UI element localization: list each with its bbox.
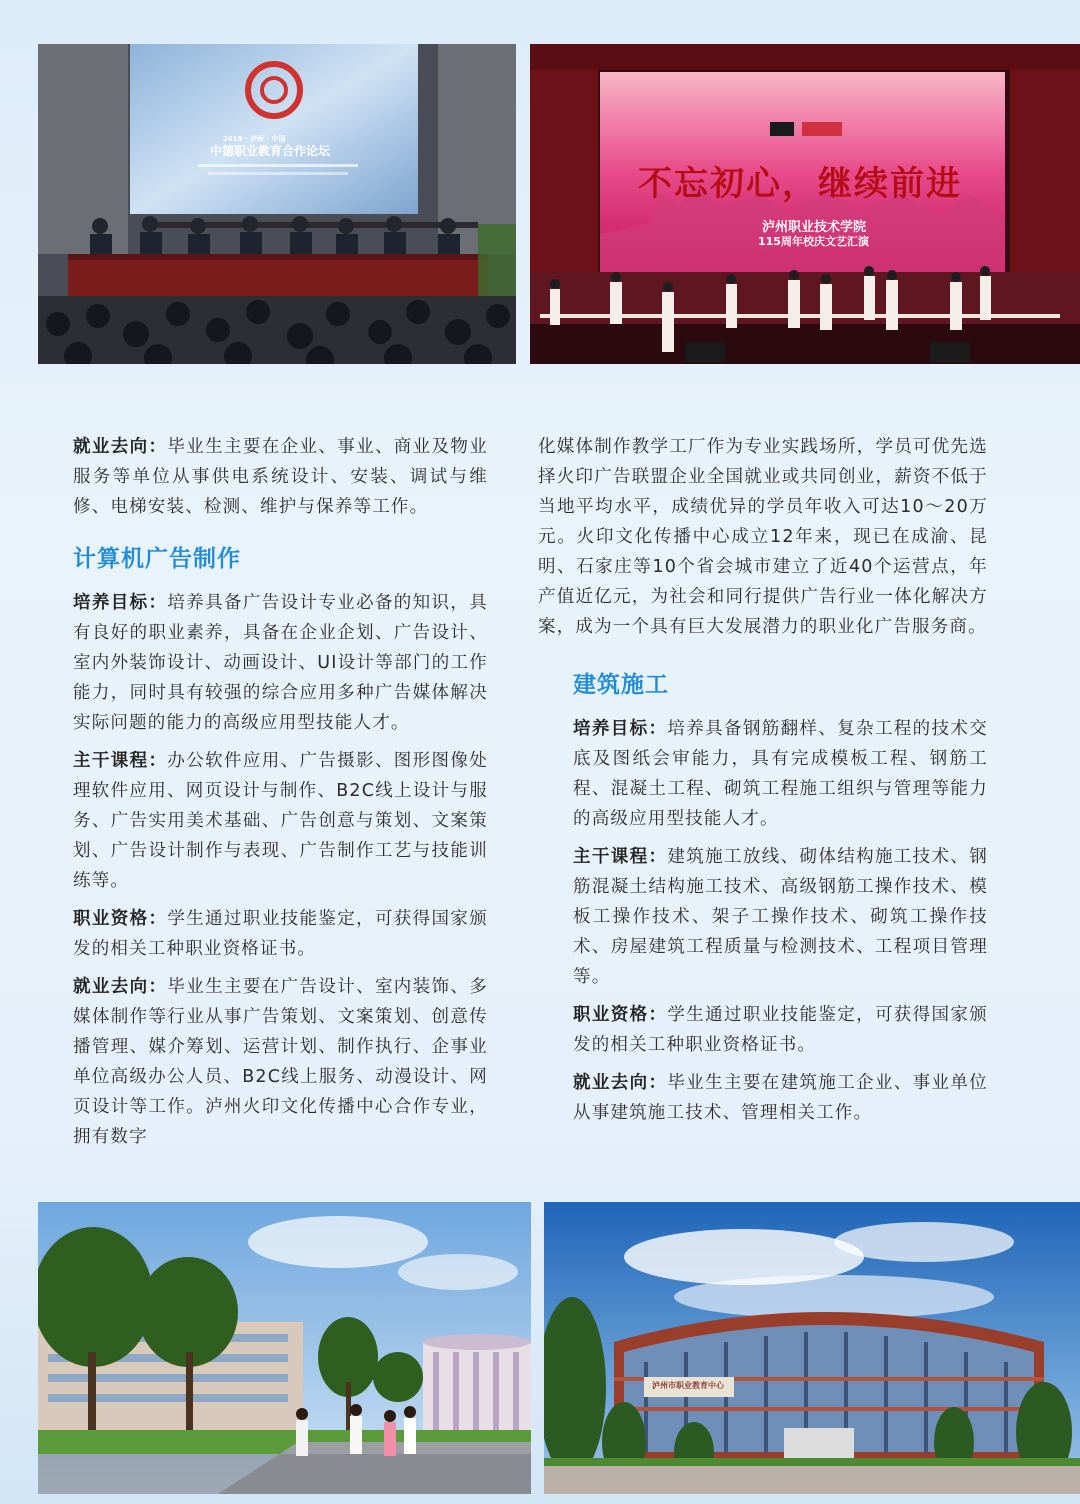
label-training-goal: 培养目标：	[73, 593, 168, 613]
banner-slogan: 不忘初心，继续前进	[638, 164, 962, 204]
photo-stage-performance	[530, 44, 1080, 364]
paragraph-employment-1	[38, 432, 488, 522]
right-column	[538, 432, 988, 1136]
label-employment-2: 就业去向：	[73, 977, 168, 997]
paragraph-continuation	[538, 432, 988, 642]
banner-college: 泸州职业技术学院	[762, 220, 867, 235]
paragraph-qualification	[38, 904, 488, 964]
heading-construction: 建筑施工	[573, 672, 669, 698]
banner-event: 115周年校庆文艺汇演	[758, 235, 869, 248]
paragraph-main-courses-r	[538, 842, 988, 992]
text-employment: 毕业生主要在企业、事业、商业及物业服务等单位从事供电系统设计、安装、调试与维修、电梯安装、检测、维护与保养等工作。	[73, 437, 488, 517]
building-illustration	[544, 1202, 1080, 1494]
conference-illustration	[38, 44, 516, 364]
text-employment-2: 毕业生主要在广告设计、室内装饰、多媒体制作等行业从事广告策划、文案策划、创意传播管理、媒介筹划、运营计划、制作执行、企事业单位高级办公人员、B2C线上服务、动漫设计、网页设计等工作。泸州火印文化传播中心合作专业，拥有数字	[73, 977, 488, 1147]
text-qualification-r: 学生通过职业技能鉴定，可获得国家颁发的相关工种职业资格证书。	[573, 1005, 988, 1055]
screen-caption-line: 2019 · 泸州 · 中国	[223, 135, 286, 143]
photo-conference	[38, 44, 516, 364]
label-qualification: 职业资格：	[73, 909, 168, 929]
text-continuation: 化媒体制作教学工厂作为专业实践场所，学员可优先选择火印广告联盟企业全国就业或共同创业，薪资不低于当地平均水平，成绩优异的学员年收入可达10～20万元。火印文化传播中心成立12年来，现已在成渝、昆明、石家庄等10个省会城市建立了近40个运营点，年产值近亿元，为社会和同行提供广告行业一体化解决方案，成为一个具有巨大发展潜力的职业化广告服务商。	[538, 437, 988, 637]
label-employment: 就业去向：	[73, 437, 168, 457]
photo-campus-walkway	[38, 1202, 531, 1494]
text-training-goal-r: 培养具备钢筋翻样、复杂工程的技术交底及图纸会审能力，具有完成模板工程、钢筋工程、混凝土工程、砌筑工程施工组织与管理等能力的高级应用型技能人才。	[573, 719, 988, 829]
paragraph-main-courses	[38, 746, 488, 896]
photo-education-center	[544, 1202, 1080, 1494]
heading-computer-ad: 计算机广告制作	[73, 546, 241, 572]
left-column	[38, 432, 488, 1160]
paragraph-employment-2	[38, 972, 488, 1152]
label-main-courses: 主干课程：	[73, 751, 168, 771]
paragraph-training-goal	[38, 588, 488, 738]
text-main-courses: 办公软件应用、广告摄影、图形图像处理软件应用、网页设计与制作、B2C线上设计与服务、广告实用美术基础、广告创意与策划、文案策划、广告设计制作与表现、广告制作工艺与技能训练等。	[73, 751, 488, 891]
building-sign: 泸州市职业教育中心	[652, 1381, 724, 1390]
text-qualification: 学生通过职业技能鉴定，可获得国家颁发的相关工种职业资格证书。	[73, 909, 488, 959]
paragraph-training-goal-r	[538, 714, 988, 834]
campus-illustration	[38, 1202, 531, 1494]
paragraph-qualification-r	[538, 1000, 988, 1060]
label-employment-r: 就业去向：	[573, 1073, 668, 1093]
text-employment-r: 毕业生主要在建筑施工企业、事业单位从事建筑施工技术、管理相关工作。	[573, 1073, 988, 1123]
label-training-goal-r: 培养目标：	[573, 719, 668, 739]
screen-caption-title: 中德职业教育合作论坛	[210, 144, 331, 158]
label-main-courses-r: 主干课程：	[573, 847, 668, 867]
text-main-courses-r: 建筑施工放线、砌体结构施工技术、钢筋混凝土结构施工技术、高级钢筋工操作技术、模板工操作技术、架子工操作技术、砌筑工操作技术、房屋建筑工程质量与检测技术、工程项目管理等。	[573, 847, 988, 987]
label-qualification-r: 职业资格：	[573, 1005, 668, 1025]
text-training-goal: 培养具备广告设计专业必备的知识，具有良好的职业素养，具备在企业企划、广告设计、室内外装饰设计、动画设计、UI设计等部门的工作能力，同时具有较强的综合应用多种广告媒体解决实际问题的能力的高级应用型技能人才。	[73, 593, 488, 733]
paragraph-employment-r	[538, 1068, 988, 1128]
